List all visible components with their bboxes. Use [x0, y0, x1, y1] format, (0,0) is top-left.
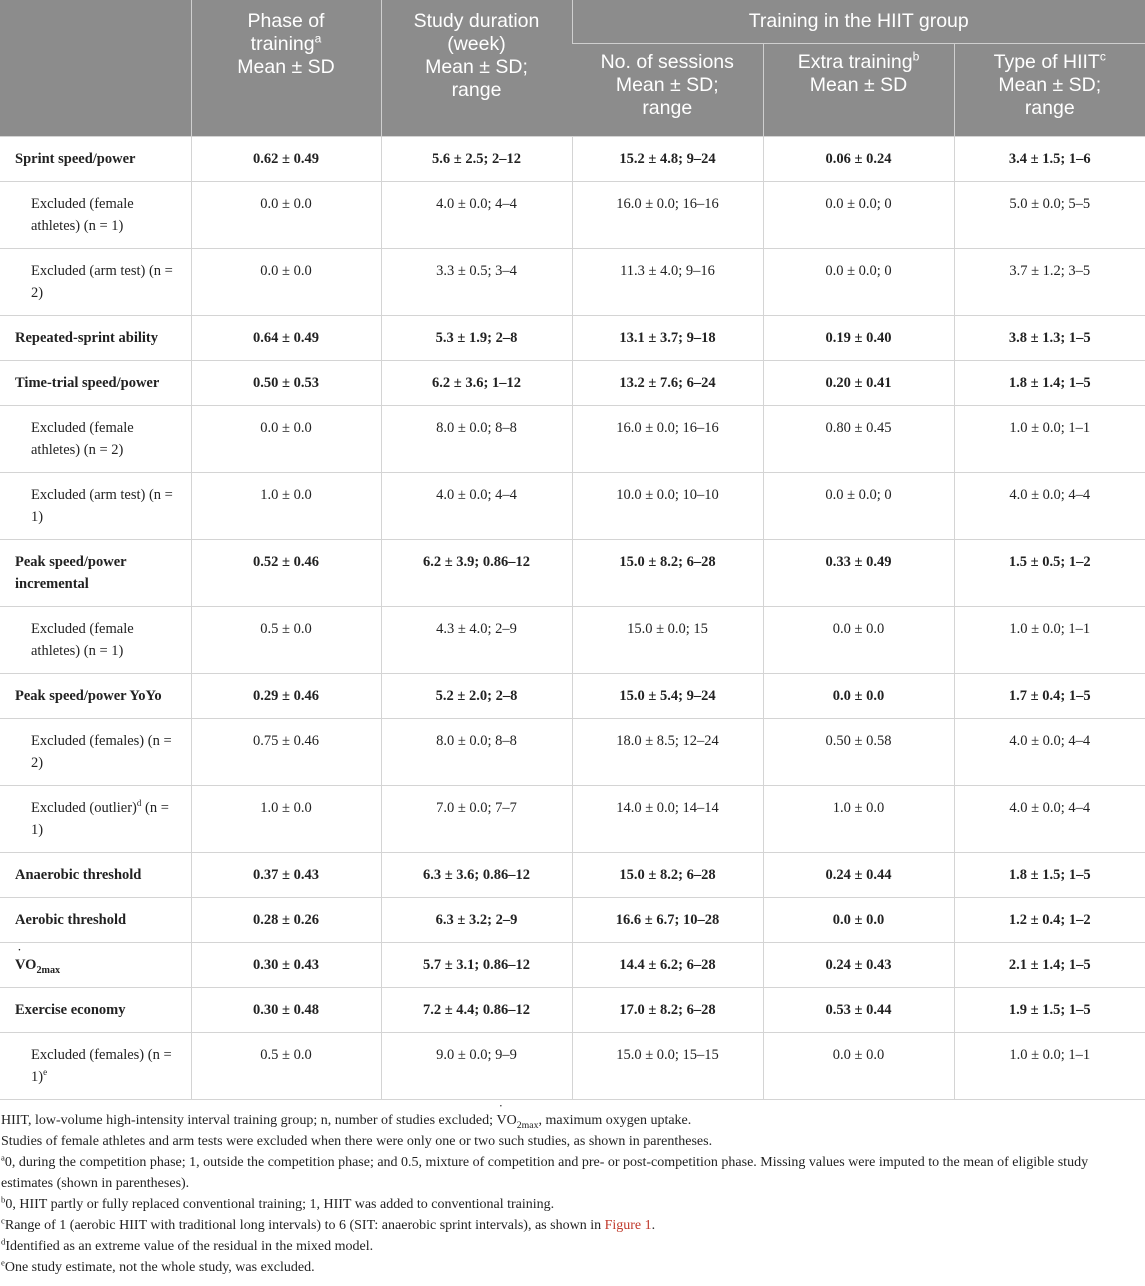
- cell-sessions: 10.0 ± 0.0; 10–10: [572, 473, 763, 540]
- cell-phase: 0.52 ± 0.46: [191, 540, 381, 607]
- footnote-b: $^b$0, HIIT partly or fully replaced conventional training; 1, HIIT was added to conventional training.: [1, 1194, 555, 1212]
- table-footnotes: [0, 1100, 1145, 1278]
- cell-phase: 0.0 ± 0.0: [191, 249, 381, 316]
- cell-extra: 0.0 ± 0.0; 0: [763, 182, 954, 249]
- header-blank: [0, 0, 191, 137]
- cell-duration: 3.3 ± 0.5; 3–4: [381, 249, 572, 316]
- cell-sessions: 15.0 ± 8.2; 6–28: [572, 853, 763, 898]
- cell-duration: 6.3 ± 3.2; 2–9: [381, 898, 572, 943]
- table-row: [0, 607, 1145, 674]
- cell-extra: 0.24 ± 0.44: [763, 853, 954, 898]
- cell-duration: 6.3 ± 3.6; 0.86–12: [381, 853, 572, 898]
- header-phase-of-training: Phase of training$^a$ Mean ± SD: [191, 0, 381, 137]
- row-label: Excluded (outlier)$^d$ (n = 1): [0, 786, 191, 853]
- row-label: Sprint speed/power: [0, 137, 191, 182]
- cell-sessions: 16.0 ± 0.0; 16–16: [572, 406, 763, 473]
- table-row: [0, 182, 1145, 249]
- cell-type: 1.8 ± 1.4; 1–5: [954, 361, 1145, 406]
- cell-extra: 0.50 ± 0.58: [763, 719, 954, 786]
- cell-phase: 1.0 ± 0.0: [191, 786, 381, 853]
- cell-duration: 9.0 ± 0.0; 9–9: [381, 1033, 572, 1100]
- footnote-e: $^e$One study estimate, not the whole study, was excluded.: [1, 1257, 315, 1275]
- table-row: [0, 898, 1145, 943]
- cell-extra: 0.20 ± 0.41: [763, 361, 954, 406]
- row-label: Excluded (females) (n = 2): [0, 719, 191, 786]
- cell-duration: 4.0 ± 0.0; 4–4: [381, 182, 572, 249]
- row-label: Excluded (female athletes) (n = 2): [0, 406, 191, 473]
- cell-duration: 4.0 ± 0.0; 4–4: [381, 473, 572, 540]
- cell-type: 3.8 ± 1.3; 1–5: [954, 316, 1145, 361]
- footnote-exclusions: Studies of female athletes and arm tests were excluded when there were only one or two such studies, as shown in parentheses.: [1, 1134, 713, 1149]
- table-row: [0, 249, 1145, 316]
- cell-sessions: 15.0 ± 0.0; 15: [572, 607, 763, 674]
- cell-sessions: 14.0 ± 0.0; 14–14: [572, 786, 763, 853]
- row-label: Repeated-sprint ability: [0, 316, 191, 361]
- cell-duration: 5.2 ± 2.0; 2–8: [381, 674, 572, 719]
- table-row: [0, 540, 1145, 607]
- figure-1-link[interactable]: Figure 1: [604, 1218, 652, 1233]
- cell-phase: 0.30 ± 0.48: [191, 988, 381, 1033]
- table-row: [0, 1033, 1145, 1100]
- cell-phase: 0.30 ± 0.43: [191, 943, 381, 988]
- cell-extra: 0.0 ± 0.0: [763, 607, 954, 674]
- cell-type: 1.7 ± 0.4; 1–5: [954, 674, 1145, 719]
- header-extra-training: Extra training$^b$ Mean ± SD: [763, 43, 954, 136]
- cell-type: 1.9 ± 1.5; 1–5: [954, 988, 1145, 1033]
- cell-extra: 0.0 ± 0.0; 0: [763, 249, 954, 316]
- row-label: Excluded (arm test) (n = 1): [0, 473, 191, 540]
- cell-extra: 0.24 ± 0.43: [763, 943, 954, 988]
- cell-sessions: 14.4 ± 6.2; 6–28: [572, 943, 763, 988]
- table-row: [0, 943, 1145, 988]
- footnote-a: $^a$0, during the competition phase; 1, outside the competition phase; and 0.5, mixture of competition and pre- or post-competition phase. Missing values were imputed to the mean of eligible study estimates (shown in parentheses).: [1, 1152, 1089, 1191]
- table-header: [0, 0, 1145, 137]
- cell-sessions: 17.0 ± 8.2; 6–28: [572, 988, 763, 1033]
- header-study-duration: Study duration (week) Mean ± SD; range: [381, 0, 572, 137]
- header-type-of-hiit: Type of HIIT$^c$ Mean ± SD; range: [954, 43, 1145, 136]
- cell-phase: 1.0 ± 0.0: [191, 473, 381, 540]
- footnote-abbreviations: HIIT, low-volume high-intensity interval training group; n, number of studies excluded; ˙ $VO_{2max}$, maximum oxygen uptake.: [1, 1110, 1139, 1131]
- cell-phase: 0.37 ± 0.43: [191, 853, 381, 898]
- row-label: Peak speed/power incremental: [0, 540, 191, 607]
- cell-sessions: 15.2 ± 4.8; 9–24: [572, 137, 763, 182]
- cell-duration: 5.3 ± 1.9; 2–8: [381, 316, 572, 361]
- row-label: Aerobic threshold: [0, 898, 191, 943]
- table-row: [0, 786, 1145, 853]
- row-label: Excluded (arm test) (n = 2): [0, 249, 191, 316]
- row-label: Peak speed/power YoYo: [0, 674, 191, 719]
- cell-phase: 0.64 ± 0.49: [191, 316, 381, 361]
- cell-type: 2.1 ± 1.4; 1–5: [954, 943, 1145, 988]
- cell-type: 4.0 ± 0.0; 4–4: [954, 786, 1145, 853]
- row-label: Excluded (female athletes) (n = 1): [0, 182, 191, 249]
- cell-extra: 1.0 ± 0.0: [763, 786, 954, 853]
- cell-duration: 7.2 ± 4.4; 0.86–12: [381, 988, 572, 1033]
- header-training-in-hiit-group: Training in the HIIT group: [572, 0, 1145, 43]
- cell-duration: 4.3 ± 4.0; 2–9: [381, 607, 572, 674]
- cell-sessions: 11.3 ± 4.0; 9–16: [572, 249, 763, 316]
- table-row: [0, 316, 1145, 361]
- table-row: [0, 137, 1145, 182]
- cell-duration: 6.2 ± 3.9; 0.86–12: [381, 540, 572, 607]
- row-label: Anaerobic threshold: [0, 853, 191, 898]
- cell-sessions: 15.0 ± 0.0; 15–15: [572, 1033, 763, 1100]
- row-label: Time-trial speed/power: [0, 361, 191, 406]
- cell-type: 1.0 ± 0.0; 1–1: [954, 607, 1145, 674]
- cell-phase: 0.75 ± 0.46: [191, 719, 381, 786]
- cell-type: 4.0 ± 0.0; 4–4: [954, 473, 1145, 540]
- table-row: [0, 361, 1145, 406]
- cell-phase: 0.0 ± 0.0: [191, 182, 381, 249]
- cell-type: 1.0 ± 0.0; 1–1: [954, 1033, 1145, 1100]
- header-no-of-sessions: No. of sessions Mean ± SD; range: [572, 43, 763, 136]
- table-row: [0, 719, 1145, 786]
- cell-sessions: 16.0 ± 0.0; 16–16: [572, 182, 763, 249]
- footnote-c: $^c$Range of 1 (aerobic HIIT with traditional long intervals) to 6 (SIT: anaerobic sprint intervals), as shown in Figure 1.: [1, 1215, 656, 1233]
- table-row: [0, 473, 1145, 540]
- footnote-d: $^d$Identified as an extreme value of the residual in the mixed model.: [1, 1236, 374, 1254]
- cell-extra: 0.0 ± 0.0: [763, 674, 954, 719]
- cell-sessions: 15.0 ± 8.2; 6–28: [572, 540, 763, 607]
- cell-type: 1.5 ± 0.5; 1–2: [954, 540, 1145, 607]
- cell-extra: 0.33 ± 0.49: [763, 540, 954, 607]
- cell-type: 1.0 ± 0.0; 1–1: [954, 406, 1145, 473]
- cell-sessions: 18.0 ± 8.5; 12–24: [572, 719, 763, 786]
- table-row: [0, 988, 1145, 1033]
- table-row: [0, 406, 1145, 473]
- cell-phase: 0.5 ± 0.0: [191, 607, 381, 674]
- row-label: ˙ $VO_{2max}$: [0, 943, 191, 988]
- cell-extra: 0.53 ± 0.44: [763, 988, 954, 1033]
- cell-extra: 0.0 ± 0.0: [763, 898, 954, 943]
- cell-duration: 6.2 ± 3.6; 1–12: [381, 361, 572, 406]
- row-label: Excluded (females) (n = 1)$^e$: [0, 1033, 191, 1100]
- cell-duration: 5.7 ± 3.1; 0.86–12: [381, 943, 572, 988]
- cell-phase: 0.62 ± 0.49: [191, 137, 381, 182]
- cell-phase: 0.5 ± 0.0: [191, 1033, 381, 1100]
- cell-phase: 0.29 ± 0.46: [191, 674, 381, 719]
- cell-type: 1.8 ± 1.5; 1–5: [954, 853, 1145, 898]
- cell-extra: 0.80 ± 0.45: [763, 406, 954, 473]
- cell-extra: 0.06 ± 0.24: [763, 137, 954, 182]
- cell-sessions: 15.0 ± 5.4; 9–24: [572, 674, 763, 719]
- cell-sessions: 16.6 ± 6.7; 10–28: [572, 898, 763, 943]
- cell-duration: 8.0 ± 0.0; 8–8: [381, 406, 572, 473]
- cell-type: 5.0 ± 0.0; 5–5: [954, 182, 1145, 249]
- table-row: [0, 674, 1145, 719]
- cell-phase: 0.0 ± 0.0: [191, 406, 381, 473]
- cell-duration: 7.0 ± 0.0; 7–7: [381, 786, 572, 853]
- table-body: [0, 137, 1145, 1100]
- table-row: [0, 853, 1145, 898]
- cell-type: 1.2 ± 0.4; 1–2: [954, 898, 1145, 943]
- cell-type: 4.0 ± 0.0; 4–4: [954, 719, 1145, 786]
- cell-extra: 0.19 ± 0.40: [763, 316, 954, 361]
- row-label: Excluded (female athletes) (n = 1): [0, 607, 191, 674]
- cell-duration: 5.6 ± 2.5; 2–12: [381, 137, 572, 182]
- cell-sessions: 13.1 ± 3.7; 9–18: [572, 316, 763, 361]
- cell-sessions: 13.2 ± 7.6; 6–24: [572, 361, 763, 406]
- cell-extra: 0.0 ± 0.0: [763, 1033, 954, 1100]
- cell-duration: 8.0 ± 0.0; 8–8: [381, 719, 572, 786]
- cell-type: 3.7 ± 1.2; 3–5: [954, 249, 1145, 316]
- cell-type: 3.4 ± 1.5; 1–6: [954, 137, 1145, 182]
- row-label: Exercise economy: [0, 988, 191, 1033]
- cell-phase: 0.50 ± 0.53: [191, 361, 381, 406]
- cell-phase: 0.28 ± 0.26: [191, 898, 381, 943]
- cell-extra: 0.0 ± 0.0; 0: [763, 473, 954, 540]
